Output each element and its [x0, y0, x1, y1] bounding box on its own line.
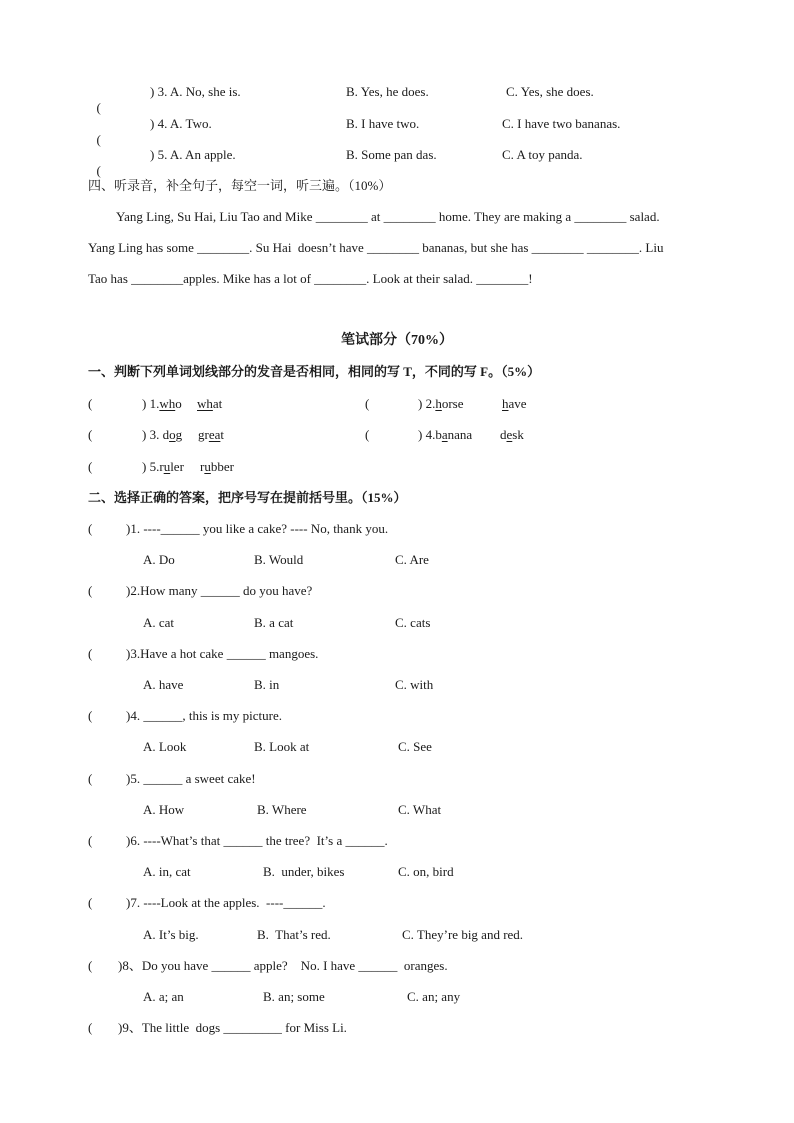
- option-c: C. Yes, she does.: [506, 84, 594, 99]
- q2-bracket: (: [88, 521, 93, 536]
- q2-item-7-option-a: A. It’s big.: [143, 927, 199, 942]
- option-a: A. An apple.: [169, 147, 236, 162]
- bracket-close: ): [150, 147, 155, 162]
- listening-item-3: [90, 84, 101, 116]
- q2-item-6-option-c: C. on, bird: [398, 864, 454, 879]
- q1-item-4: ) 4.banana: [418, 427, 473, 442]
- q1-item-5-word-2: rubber: [200, 459, 234, 474]
- q2-item-6-option-b: B. under, bikes: [263, 864, 345, 879]
- q2-item-5-stem: )5. ______ a sweet cake!: [126, 771, 256, 786]
- fill-in-line-2: Yang Ling has some ________. Su Hai doesn’t have ________ bananas, but she has ________ ________. Liu: [88, 240, 664, 255]
- q1-bracket: (: [88, 396, 93, 411]
- q2-item-7-option-c: C. They’re big and red.: [402, 927, 524, 942]
- option-c: C. I have two bananas.: [502, 116, 621, 131]
- q1-item-1: ) 1.who: [142, 396, 182, 411]
- q2-item-4-option-c: C. See: [398, 739, 432, 754]
- option-c: C. A toy panda.: [502, 147, 583, 162]
- option-b: B. Some pan das.: [346, 147, 437, 162]
- listening-item-5: [90, 147, 101, 179]
- q2-item-1-option-a: A. Do: [143, 552, 175, 567]
- q1-item-3-word-2: great: [198, 427, 225, 442]
- q2-item-7-stem: )7. ----Look at the apples. ----______.: [126, 895, 326, 910]
- q2-item-2-option-a: A. cat: [143, 615, 175, 630]
- q2-bracket: (: [88, 958, 93, 973]
- q1-item-5: ) 5.ruler: [142, 459, 184, 474]
- q2-item-5-option-a: A. How: [143, 802, 185, 817]
- answer-bracket: (: [96, 163, 101, 178]
- q2-item-7-option-b: B. That’s red.: [257, 927, 331, 942]
- q1-heading: 一、判断下列单词划线部分的发音是否相同，相同的写 T，不同的写 F。（5%）: [88, 364, 541, 379]
- option-b: B. Yes, he does.: [346, 84, 429, 99]
- q1-bracket: (: [365, 396, 370, 411]
- question-number: 3.: [157, 84, 168, 99]
- q2-bracket: (: [88, 895, 93, 910]
- q1-bracket: (: [88, 459, 93, 474]
- q2-item-8-option-b: B. an; some: [263, 989, 325, 1004]
- q2-item-1-option-b: B. Would: [254, 552, 304, 567]
- q2-item-1-stem: )1. ----______ you like a cake? ---- No, thank you.: [126, 521, 389, 536]
- q2-item-8-option-a: A. a; an: [143, 989, 184, 1004]
- q1-item-2-word-2: have: [502, 396, 527, 411]
- q2-item-3-option-a: A. have: [143, 677, 184, 692]
- q2-item-2-stem: )2.How many ______ do you have?: [126, 583, 313, 598]
- q2-item-3-stem: )3.Have a hot cake ______ mangoes.: [126, 646, 319, 661]
- question-number: 5.: [157, 147, 168, 162]
- q1-item-2: ) 2.horse: [418, 396, 464, 411]
- q2-heading: 二、选择正确的答案，把序号写在提前括号里。（15%）: [88, 490, 407, 505]
- listening-item-4: [90, 116, 101, 148]
- q2-item-8-option-c: C. an; any: [407, 989, 461, 1004]
- q2-item-9-stem: )9、The little dogs _________ for Miss Li.: [118, 1020, 347, 1035]
- q2-item-5-option-c: C. What: [398, 802, 442, 817]
- q2-bracket: (: [88, 833, 93, 848]
- answer-bracket: (: [96, 100, 101, 115]
- option-a: A. No, she is.: [169, 84, 241, 99]
- section-4-heading: 四、听录音，补全句子，每空一词，听三遍。（10%）: [88, 178, 392, 193]
- q2-item-3-option-c: C. with: [395, 677, 434, 692]
- bracket-close: ): [150, 84, 155, 99]
- q2-item-6-option-a: A. in, cat: [143, 864, 191, 879]
- q2-item-2-option-b: B. a cat: [254, 615, 294, 630]
- q2-bracket: (: [88, 708, 93, 723]
- q2-item-6-stem: )6. ----What’s that ______ the tree? It’s a ______.: [126, 833, 388, 848]
- q2-item-4-stem: )4. ______, this is my picture.: [126, 708, 282, 723]
- q1-item-1-word-2: what: [197, 396, 223, 411]
- fill-in-line-1: Yang Ling, Su Hai, Liu Tao and Mike ________ at ________ home. They are making a ________ salad.: [116, 209, 660, 224]
- q1-item-3: ) 3. dog: [142, 427, 183, 442]
- option-a: A. Two.: [169, 116, 212, 131]
- q2-bracket: (: [88, 1020, 93, 1035]
- question-number: 4.: [157, 116, 168, 131]
- q2-bracket: (: [88, 646, 93, 661]
- q2-item-2-option-c: C. cats: [395, 615, 431, 630]
- q2-item-8-stem: )8、Do you have ______ apple? No. I have ______ oranges.: [118, 958, 448, 973]
- fill-in-line-3: Tao has ________apples. Mike has a lot of ________. Look at their salad. ________!: [88, 271, 533, 286]
- q2-item-4-option-b: B. Look at: [254, 739, 310, 754]
- q1-bracket: (: [365, 427, 370, 442]
- q2-item-5-option-b: B. Where: [257, 802, 307, 817]
- written-part-title: 笔试部分（70%）: [341, 333, 453, 348]
- q2-bracket: (: [88, 771, 93, 786]
- bracket-close: ): [150, 116, 155, 131]
- q2-bracket: (: [88, 583, 93, 598]
- q1-bracket: (: [88, 427, 93, 442]
- q1-item-4-word-2: desk: [500, 427, 524, 442]
- answer-bracket: (: [96, 132, 101, 147]
- q2-item-3-option-b: B. in: [254, 677, 280, 692]
- option-b: B. I have two.: [346, 116, 420, 131]
- q2-item-4-option-a: A. Look: [143, 739, 187, 754]
- q2-item-1-option-c: C. Are: [395, 552, 429, 567]
